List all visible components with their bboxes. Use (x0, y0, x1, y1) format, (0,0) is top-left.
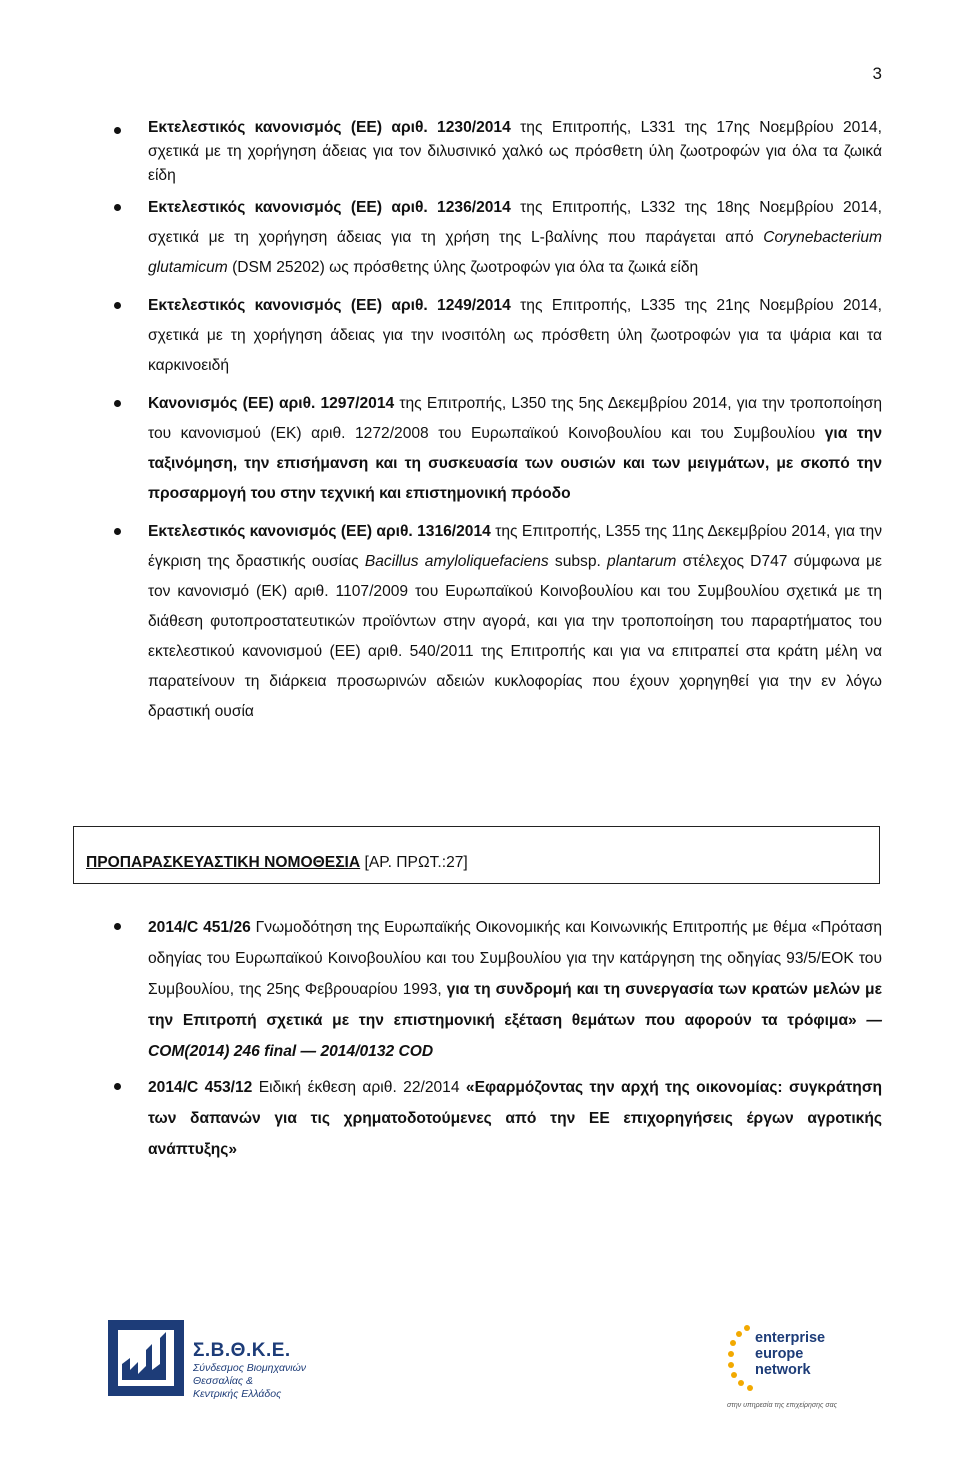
sbvke-fullname (193, 1362, 323, 1401)
een-word: network (755, 1362, 811, 1378)
regulation-ref: Εκτελεστικός κανονισμός (ΕΕ) αριθ. 1316/2014 (148, 523, 491, 540)
document-ref: 2014/C 451/26 (148, 919, 251, 936)
list-item (148, 389, 882, 509)
species-name: Corynebacterium glutamicum (148, 229, 882, 276)
regulation-text: της Επιτροπής, L335 της 21ης Νοεμβρίου 2014, σχετικά με τη χορήγηση άδειας για την ινοσιτόλη ως πρόσθετη ύλη ζωοτροφών για τα ψάρια και τα καρκινοειδή (148, 297, 882, 374)
regulation-ref: Εκτελεστικός κανονισμός (ΕΕ) αριθ. 1230/2014 (148, 119, 511, 136)
section-ref: [ΑΡ. ΠΡΩΤ.:27] (360, 854, 468, 871)
factory-logo-icon (108, 1320, 184, 1396)
regulation-text: subsp. (548, 553, 608, 570)
list-item (148, 517, 882, 727)
list-item (148, 912, 882, 1067)
list-item (148, 116, 882, 188)
regulation-ref: Εκτελεστικός κανονισμός (ΕΕ) αριθ. 1249/2014 (148, 297, 511, 314)
page-number: 3 (872, 64, 882, 83)
document-text: Ειδική έκθεση αριθ. 22/2014 (252, 1079, 466, 1096)
sbvke-line: Κεντρικής Ελλάδος (193, 1388, 282, 1400)
regulation-text: στέλεχος D747 σύμφωνα με τον κανονισμό (ΕΚ) αριθ. 1107/2009 του Ευρωπαϊκού Κοινοβουλίου και του Συμβουλίου σχετικά με τη διάθεση φυτοπροστατευτικών προϊόντων στην αγορά, και για την τροποποίηση του παραρτήματος του εκτελεστικού κανονισμού (ΕΕ) αριθ. 540/2011 της Επιτροπής και για να επιτραπεί στα κράτη μέλη να παρατείνουν τη διάρκεια προσωρινών αδειών κυκλοφορίας που έχουν χορηγηθεί για την εν λόγω δραστική ουσία (148, 553, 882, 720)
regulations-list (0, 116, 960, 727)
een-wordmark (755, 1330, 825, 1378)
sbvke-abbr: Σ.Β.Θ.Κ.Ε. (193, 1340, 291, 1361)
regulation-text: της Επιτροπής, L355 της 11ης Δεκεμβρίου 2014, για την έγκριση της δραστικής ουσίας (148, 523, 882, 570)
list-item (148, 193, 882, 283)
section-header (86, 854, 468, 872)
preparatory-list (0, 912, 960, 1165)
een-word: europe (755, 1346, 804, 1362)
species-name: plantarum (607, 553, 677, 570)
sbvke-line: Θεσσαλίας & (193, 1375, 253, 1387)
een-logo (727, 1322, 837, 1412)
regulation-ref: Εκτελεστικός κανονισμός (ΕΕ) αριθ. 1236/2014 (148, 199, 511, 216)
document-emphasis: «Εφαρμόζοντας την αρχή της οικονομίας: συγκράτηση των δαπανών για τις χρηματοδοτούμενες από την ΕΕ επιχορηγήσεις έργων αγροτικής ανάπτυξης» (148, 1079, 883, 1158)
sbvke-logo (108, 1320, 308, 1400)
regulation-text: (DSM 25202) ως πρόσθετης ύλης ζωοτροφών για όλα τα ζωικά είδη (227, 259, 699, 276)
document-ref: 2014/C 453/12 (148, 1079, 253, 1096)
eu-stars-icon (727, 1322, 757, 1392)
document-text: Γνωμοδότηση της Ευρωπαϊκής Οικονομικής και Κοινωνικής Επιτροπής με θέμα «Πρόταση οδηγίας του Ευρωπαϊκού Κοινοβουλίου και του Συμβουλίου για την κατάργηση της οδηγίας 93/5/ΕΟΚ του Συμβουλίου, της 25ης Φεβρουαρίου 1993, (148, 919, 883, 998)
section-title: ΠΡΟΠΑΡΑΣΚΕΥΑΣΤΙΚΗ ΝΟΜΟΘΕΣΙΑ (86, 854, 361, 871)
regulation-text: της Επιτροπής, L332 της 18ης Νοεμβρίου 2014, σχετικά με τη χορήγηση άδειας για τη χρήση της L-βαλίνης που παράγεται από (148, 199, 882, 246)
list-item (148, 291, 882, 381)
regulation-ref: Κανονισμός (ΕΕ) αριθ. 1297/2014 (148, 395, 395, 412)
document-code: — COM(2014) 246 final — 2014/0132 COD (148, 1012, 883, 1060)
regulation-emphasis: για την ταξινόμηση, την επισήμανση και τη συσκευασία των ουσιών και των μειγμάτων, με σκοπό την προσαρμογή του στην τεχνική και επιστημονική πρόοδο (148, 425, 882, 502)
species-name: Bacillus amyloliquefaciens (364, 553, 549, 570)
sbvke-line: Σύνδεσμος Βιομηχανιών (193, 1362, 307, 1374)
regulation-text: της Επιτροπής, L331 της 17ης Νοεμβρίου 2014, σχετικά με τη χορήγηση άδειας για τον διλυσινικό χαλκό ως πρόσθετη ύλη ζωοτροφών για όλα τα ζωικά είδη (148, 119, 882, 184)
list-item (148, 1072, 882, 1165)
regulation-text: της Επιτροπής, L350 της 5ης Δεκεμβρίου 2014, για την τροποποίηση του κανονισμού (ΕΚ) αριθ. 1272/2008 του Ευρωπαϊκού Κοινοβουλίου και του Συμβουλίου (148, 395, 882, 442)
een-tagline: στην υπηρεσία της επιχείρησης σας (727, 1402, 837, 1409)
een-word: enterprise (755, 1330, 826, 1346)
section-header-box (73, 826, 880, 884)
document-emphasis: για τη συνδρομή και τη συνεργασία των κρατών μελών με την Επιτροπή σχετικά με την επιστημονική εξέταση θεμάτων που αφορούν τα τρόφιμα» (148, 981, 882, 1029)
